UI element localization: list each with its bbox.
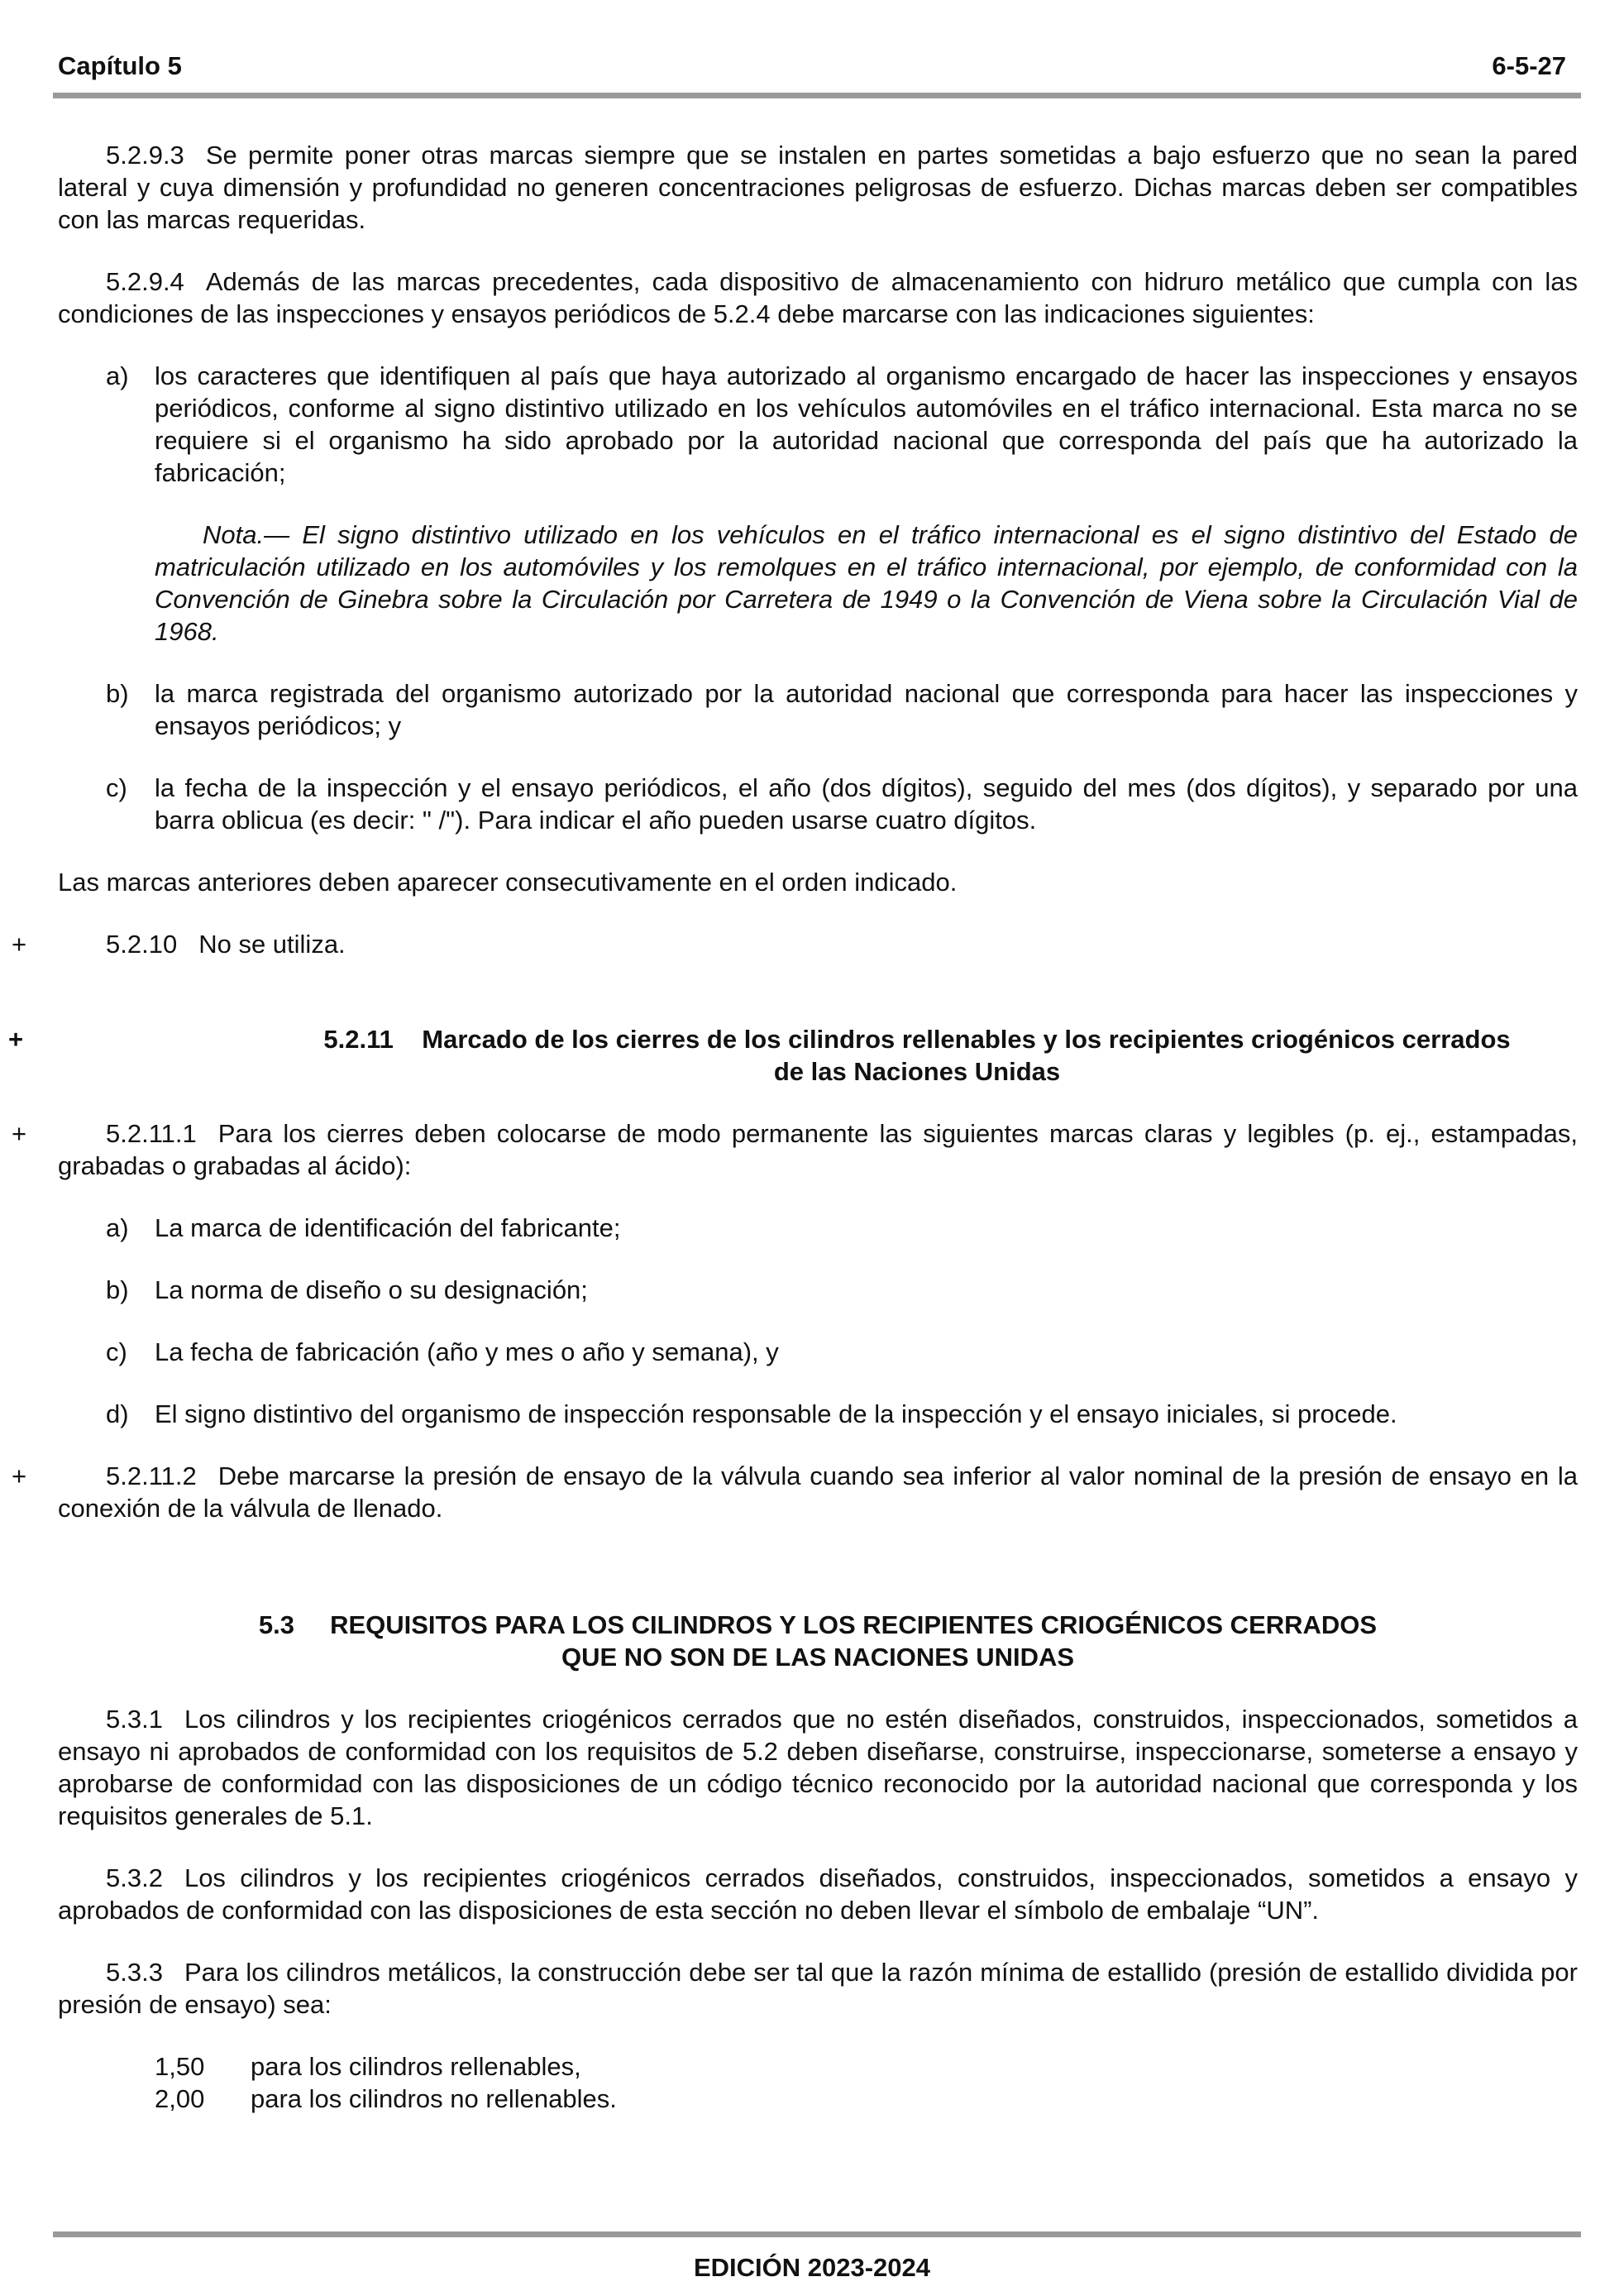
heading-number: 5.2.11 [323,1025,394,1054]
ratio-value: 2,00 [155,2084,205,2113]
list-item [58,677,1578,742]
list-item [58,1212,1578,1244]
ratio-value: 1,50 [155,2052,205,2081]
ratio-text: para los cilindros no rellenables. [251,2084,617,2113]
list-text: los caracteres que identifiquen al país que haya autorizado al organismo encargado de hacer las inspecciones y ensayos periódicos, conforme al signo distintivo utilizado en los vehículos automóviles en el tráfico internacional. Esta marca no se requiere si el organismo ha sido aprobado por la autoridad nacional que corresponda del país que ha autorizado la fabricación; [155,361,1578,487]
paragraph-number: 5.2.9.3 [106,141,184,170]
footer-rule [53,2231,1581,2237]
paragraph-text: Los cilindros y los recipientes criogénicos cerrados diseñados, construidos, inspeccionados, sometidos a ensayo y aprobados de conformidad con las disposiciones de esta sección no deben llevar el símbolo de embalaje “UN”. [58,1863,1578,1925]
main-content [8,139,1578,2115]
paragraph-5-2-9-4 [58,265,1578,330]
edition-footer: EDICIÓN 2023-2024 [693,2253,931,2282]
paragraph-5-3-1 [58,1703,1578,1832]
note-paragraph [58,519,1578,648]
ratio-item [155,2083,1578,2115]
list-text: La norma de diseño o su designación; [155,1275,588,1304]
section-heading-5-3 [58,1609,1578,1673]
paragraph-text: Para los cierres deben colocarse de modo permanente las siguientes marcas claras y legibles (p. ej., estampadas, grabadas o grabadas al ácido): [58,1119,1578,1180]
paragraph-5-3-2 [58,1862,1578,1926]
heading-number: 5.3 [258,1610,294,1639]
paragraph-text: Se permite poner otras marcas siempre que se instalen en partes sometidas a bajo esfuerzo que no sean la pared lateral y cuya dimensión y profundidad no generen concentraciones peligrosas de esfuerzo. Dichas marcas deben ser compatibles con las marcas requeridas. [58,141,1578,234]
paragraph-text: No se utiliza. [198,930,346,959]
paragraph-number: 5.3.1 [106,1705,163,1734]
paragraph-consecutive: Las marcas anteriores deben aparecer consecutivamente en el orden indicado. [58,868,958,897]
paragraph-text: Los cilindros y los recipientes criogénicos cerrados que no estén diseñados, construidos, inspeccionados, sometidos a ensayo ni aprobados de conformidad con los requisitos de 5.2 deben diseñarse, construirse, inspeccionarse, someterse a ensayo y aprobarse de conformidad con las disposiciones de un código técnico reconocido por la autoridad nacional que corresponda y los requisitos generales de 5.1. [58,1705,1578,1830]
paragraph-text: Para los cilindros metálicos, la construcción debe ser tal que la razón mínima de estallido (presión de estallido dividida por presión de ensayo) sea: [58,1958,1578,2019]
list-label: b) [106,679,129,708]
heading-line-2: de las Naciones Unidas [773,1057,1061,1086]
revision-mark: + [8,1025,24,1054]
list-item [58,1336,1578,1368]
list-label: a) [106,1213,129,1242]
paragraph-number: 5.3.3 [106,1958,163,1987]
paragraph-text: Debe marcarse la presión de ensayo de la válvula cuando sea inferior al valor nominal de la presión de ensayo en la conexión de la válvula de llenado. [58,1461,1578,1523]
header-rule [53,93,1581,98]
ratio-text: para los cilindros rellenables, [251,2052,581,2081]
list-text: La fecha de fabricación (año y mes o año y semana), y [155,1337,779,1366]
paragraph-5-2-11-2 [12,1460,1578,1524]
list-label: c) [106,773,127,802]
list-text: La marca de identificación del fabricante; [155,1213,621,1242]
list-item [58,1398,1578,1430]
list-text: la fecha de la inspección y el ensayo periódicos, el año (dos dígitos), seguido del mes (dos dígitos), y separado por una barra oblicua (es decir: " /"). Para indicar el año pueden usarse cuatro dígitos. [155,773,1578,835]
list-text: la marca registrada del organismo autorizado por la autoridad nacional que corresponda para hacer las inspecciones y ensayos periódicos; y [155,679,1578,740]
list-label: d) [106,1399,129,1428]
note-text: Nota.— El signo distintivo utilizado en los vehículos en el tráfico internacional es el signo distintivo del Estado de matriculación utilizado en los automóviles y los remolques en el tráfico internacional, por ejemplo, de conformidad con la Convención de Ginebra sobre la Circulación por Carretera de 1949 o la Convención de Viena sobre la Circulación Vial de 1968. [155,520,1578,646]
paragraph-number: 5.2.11.1 [106,1119,197,1148]
page-number: 6-5-27 [1492,51,1566,80]
list-label: a) [106,361,129,390]
paragraph-number: 5.3.2 [106,1863,163,1892]
list-label: c) [106,1337,127,1366]
paragraph-number: 5.2.9.4 [106,267,184,296]
paragraph-number: 5.2.10 [106,930,178,959]
list-item [58,360,1578,489]
paragraph-5-2-9-3 [58,139,1578,236]
ratio-list [58,2050,1578,2115]
heading-line-1: REQUISITOS PARA LOS CILINDROS Y LOS RECIPIENTES CRIOGÉNICOS CERRADOS [330,1610,1378,1639]
page-header [58,50,1566,83]
list-item [58,772,1578,836]
paragraph-text: Además de las marcas precedentes, cada dispositivo de almacenamiento con hidruro metálico que cumpla con las condiciones de las inspecciones y ensayos periódicos de 5.2.4 debe marcarse con las indicaciones siguientes: [58,267,1578,328]
paragraph-5-2-10 [12,928,1578,960]
list-label: b) [106,1275,129,1304]
section-heading-5-2-11 [8,1023,1578,1088]
paragraph-5-3-3 [58,1956,1578,2021]
paragraph-5-2-11-1 [12,1117,1578,1182]
heading-line-1: Marcado de los cierres de los cilindros rellenables y los recipientes criogénicos cerrados [422,1025,1511,1054]
list-text: El signo distintivo del organismo de inspección responsable de la inspección y el ensayo iniciales, si procede. [155,1399,1397,1428]
revision-mark: + [12,1119,27,1148]
paragraph-number: 5.2.11.2 [106,1461,197,1490]
heading-line-2: QUE NO SON DE LAS NACIONES UNIDAS [561,1643,1075,1672]
list-item [58,1274,1578,1306]
revision-mark: + [12,1461,27,1490]
ratio-item [155,2050,1578,2083]
revision-mark: + [12,930,27,959]
chapter-title: Capítulo 5 [58,51,182,80]
